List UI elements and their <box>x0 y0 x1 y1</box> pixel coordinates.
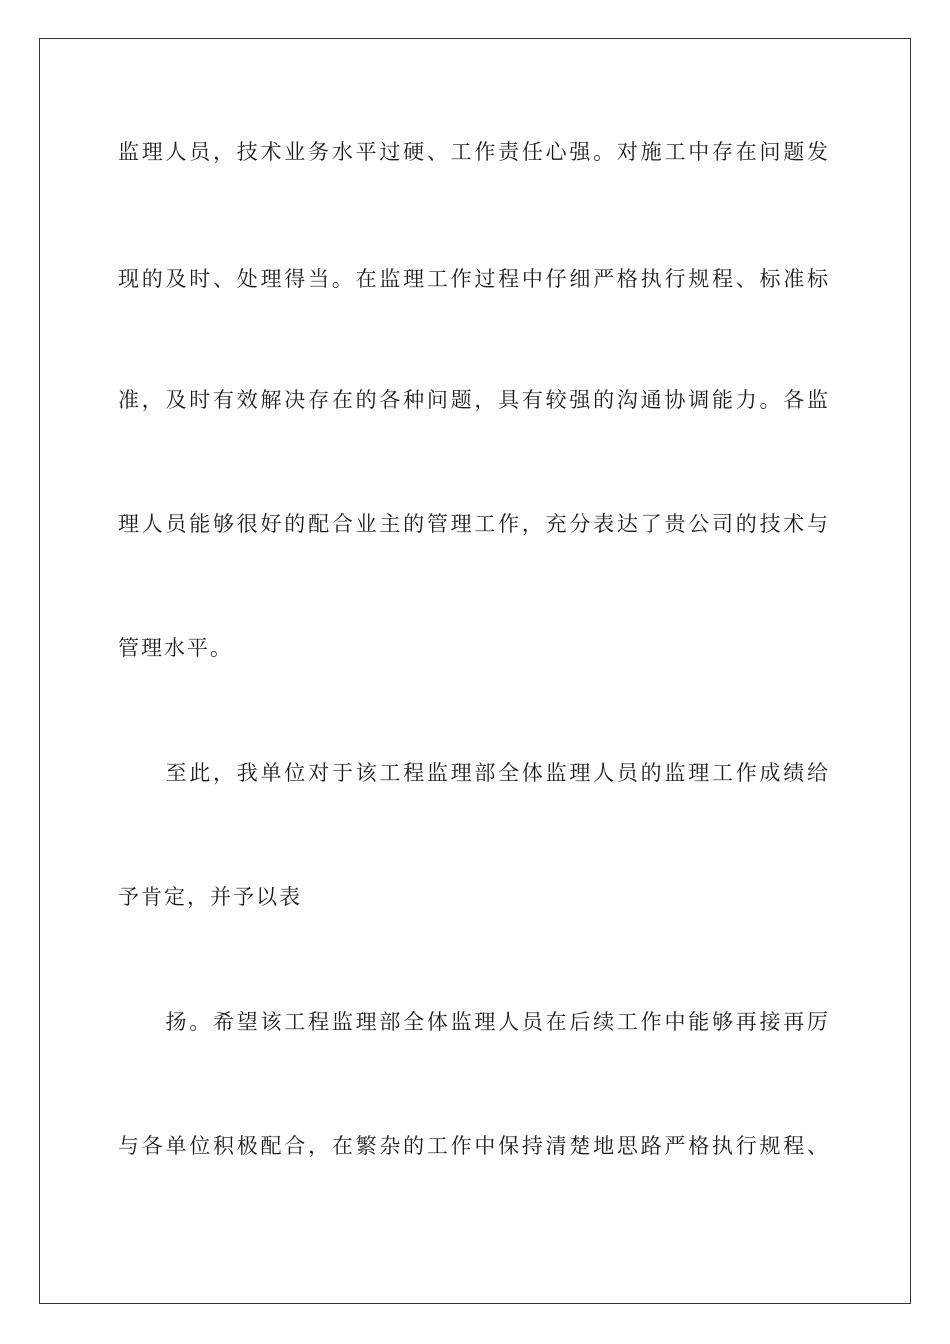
paragraph-line-9: 与各单位积极配合，在繁杂的工作中保持清楚地思路严格执行规程、 <box>118 1134 830 1158</box>
paragraph-line-3: 准，及时有效解决存在的各种问题，具有较强的沟通协调能力。各监 <box>118 388 830 412</box>
paragraph-line-6: 至此，我单位对于该工程监理部全体监理人员的监理工作成绩给 <box>118 761 830 785</box>
paragraph-line-8: 扬。希望该工程监理部全体监理人员在后续工作中能够再接再厉 <box>118 1010 830 1034</box>
paragraph-line-2: 现的及时、处理得当。在监理工作过程中仔细严格执行规程、标准标 <box>118 267 830 291</box>
paragraph-line-7: 予肯定，并予以表 <box>118 885 302 909</box>
paragraph-line-4: 理人员能够很好的配合业主的管理工作，充分表达了贵公司的技术与 <box>118 512 830 536</box>
page-border <box>39 38 911 1304</box>
paragraph-line-1: 监理人员，技术业务水平过硬、工作责任心强。对施工中存在问题发 <box>118 140 830 164</box>
paragraph-line-5: 管理水平。 <box>118 636 233 660</box>
